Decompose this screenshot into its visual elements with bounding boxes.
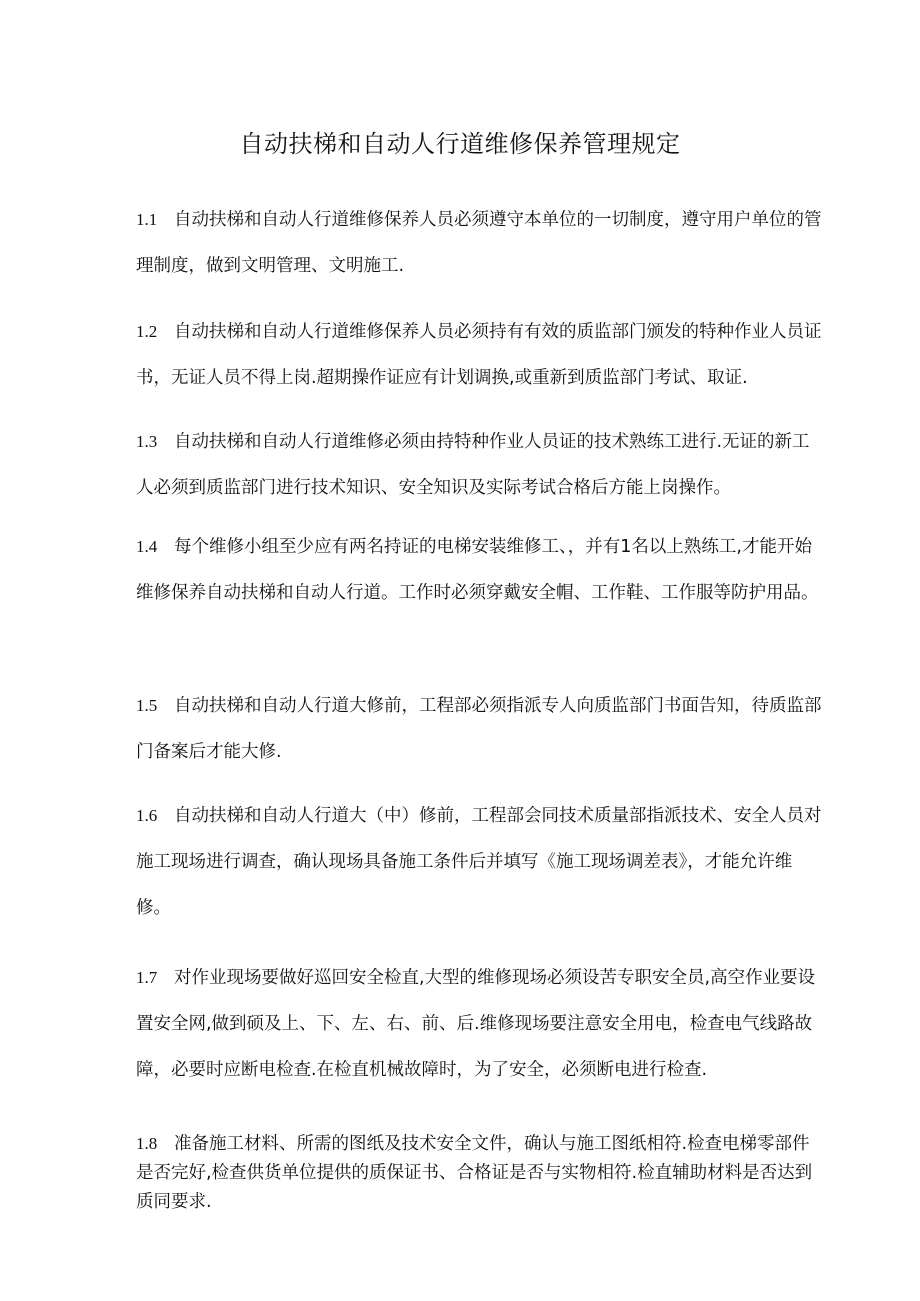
paragraph-number: 1.7 (136, 968, 158, 987)
paragraph-1-3 (136, 419, 824, 511)
paragraph-1-6 (136, 793, 824, 931)
paragraph-text: 自动扶梯和自动人行道大修前，工程部必须指派专人向质监部门书面告知，待质监部门备案后才能大修. (136, 696, 822, 762)
paragraph-1-1 (136, 197, 824, 289)
document-title: 自动扶梯和自动人行道维修保养管理规定 (239, 130, 681, 158)
paragraph-text: 准备施工材料、所需的图纸及技术安全文件，确认与施工图纸相符.检查电梯零部件是否完好,检查供货单位提供的质保证书、合格证是否与实物相符.检直辅助材料是否达到质同要求. (136, 1134, 813, 1212)
paragraph-number: 1.4 (136, 537, 158, 556)
paragraph-text: 每个维修小组至少应有两名持证的电梯安装维修工、，并有1名以上熟练工,才能开始维修保养自动扶梯和自动人行道。工作时必须穿戴安全帽、工作鞋、工作服等防护用品。 (136, 537, 819, 603)
paragraph-number: 1.5 (136, 696, 158, 715)
paragraph-text: 自动扶梯和自动人行道大（中）修前，工程部会同技术质量部指派技术、安全人员对施工现场进行调查，确认现场具备施工条件后并填写《施工现场调差表》，才能允许维修。 (136, 806, 822, 918)
paragraph-text: 对作业现场要做好巡回安全检直,大型的维修现场必须设苦专职安全员,高空作业要设置安全网,做到硕及上、下、左、右、前、后.维修现场要注意安全用电，检查电气线路故障，必要时应断电检查.在检直机械故障时，为了安全，必须断电进行检查. (136, 968, 816, 1080)
paragraph-1-2 (136, 309, 824, 401)
paragraph-1-7 (136, 955, 824, 1093)
paragraph-number: 1.3 (136, 432, 158, 451)
paragraph-text: 自动扶梯和自动人行道维修保养人员必须持有有效的质监部门颁发的特种作业人员证书，无证人员不得上岗.超期操作证应有计划调换,或重新到质监部门考试、取证. (136, 322, 822, 388)
paragraph-1-8 (136, 1129, 824, 1217)
paragraph-number: 1.8 (136, 1134, 158, 1153)
paragraph-text: 自动扶梯和自动人行道维修保养人员必须遵守本单位的一切制度，遵守用户单位的管理制度，做到文明管理、文明施工. (136, 210, 822, 276)
paragraph-1-5 (136, 683, 824, 775)
paragraph-1-4 (136, 524, 824, 616)
paragraph-number: 1.6 (136, 806, 158, 825)
paragraph-text: 自动扶梯和自动人行道维修必须由持特种作业人员证的技术熟练工进行.无证的新工人必须到质监部门进行技术知识、安全知识及实际考试合格后方能上岗操作。 (136, 432, 810, 498)
paragraph-number: 1.1 (136, 210, 158, 229)
paragraph-number: 1.2 (136, 322, 158, 341)
